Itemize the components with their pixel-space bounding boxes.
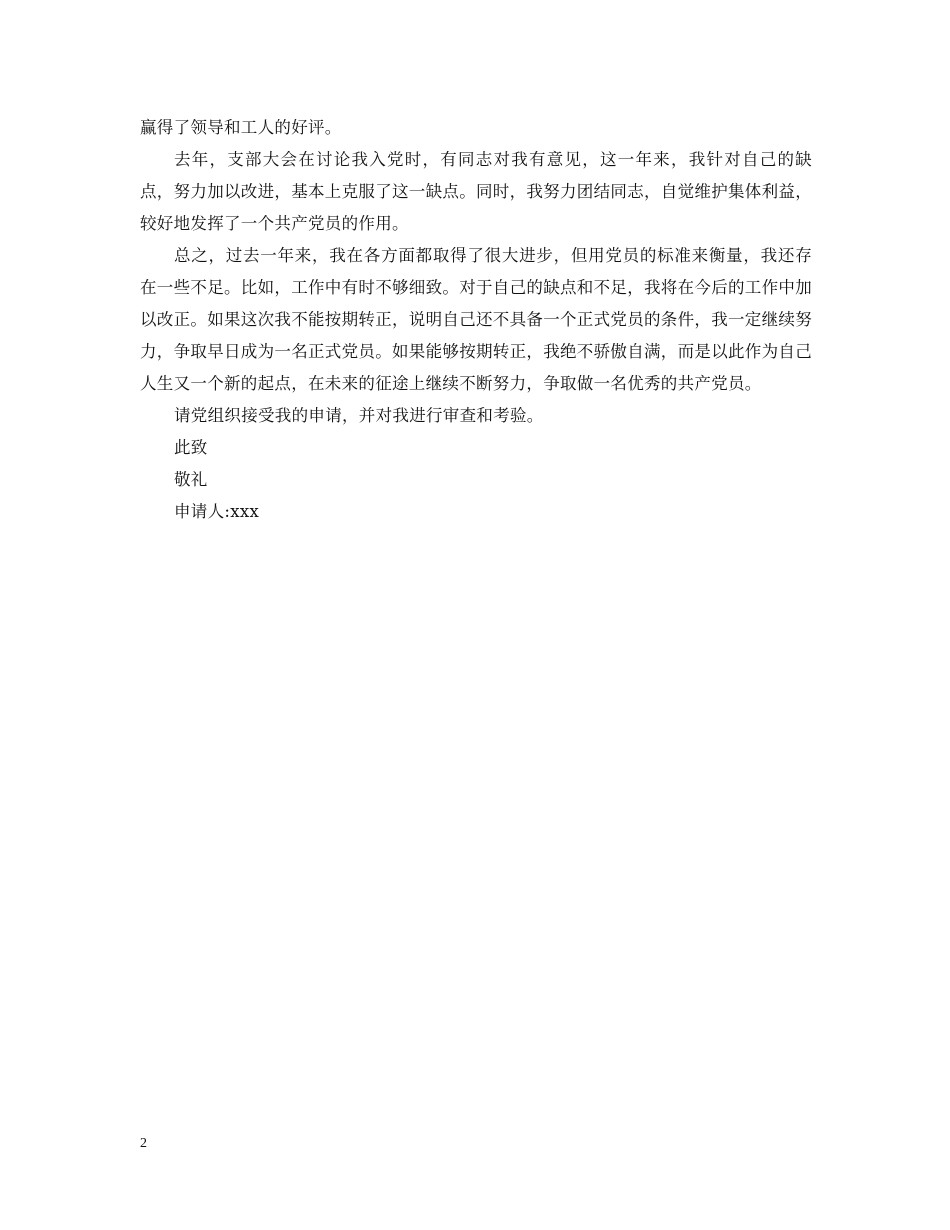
paragraph-continuation: 赢得了领导和工人的好评。 [140, 118, 342, 137]
paragraph-self-improvement: 去年，支部大会在讨论我入党时，有同志对我有意见，这一年来，我针对自己的缺点，努力加以改进，基本上克服了这一缺点。同时，我努力团结同志，自觉维护集体利益，较好地发挥了一个共产党员的作用。 [140, 150, 812, 233]
paragraph-request: 请党组织接受我的申请，并对我进行审查和考验。 [174, 406, 544, 425]
page-number: 2 [140, 1136, 147, 1151]
closing-regards: 敬礼 [174, 470, 208, 489]
closing-salutation: 此致 [174, 438, 208, 457]
document-body [140, 112, 812, 528]
applicant-signature: 申请人:xxx [174, 502, 260, 521]
paragraph-summary: 总之，过去一年来，我在各方面都取得了很大进步，但用党员的标准来衡量，我还存在一些不足。比如，工作中有时不够细致。对于自己的缺点和不足，我将在今后的工作中加以改正。如果这次我不能按期转正，说明自己还不具备一个正式党员的条件，我一定继续努力，争取早日成为一名正式党员。如果能够按期转正，我绝不骄傲自满，而是以此作为自己人生又一个新的起点，在未来的征途上继续不断努力，争取做一名优秀的共产党员。 [140, 246, 812, 393]
